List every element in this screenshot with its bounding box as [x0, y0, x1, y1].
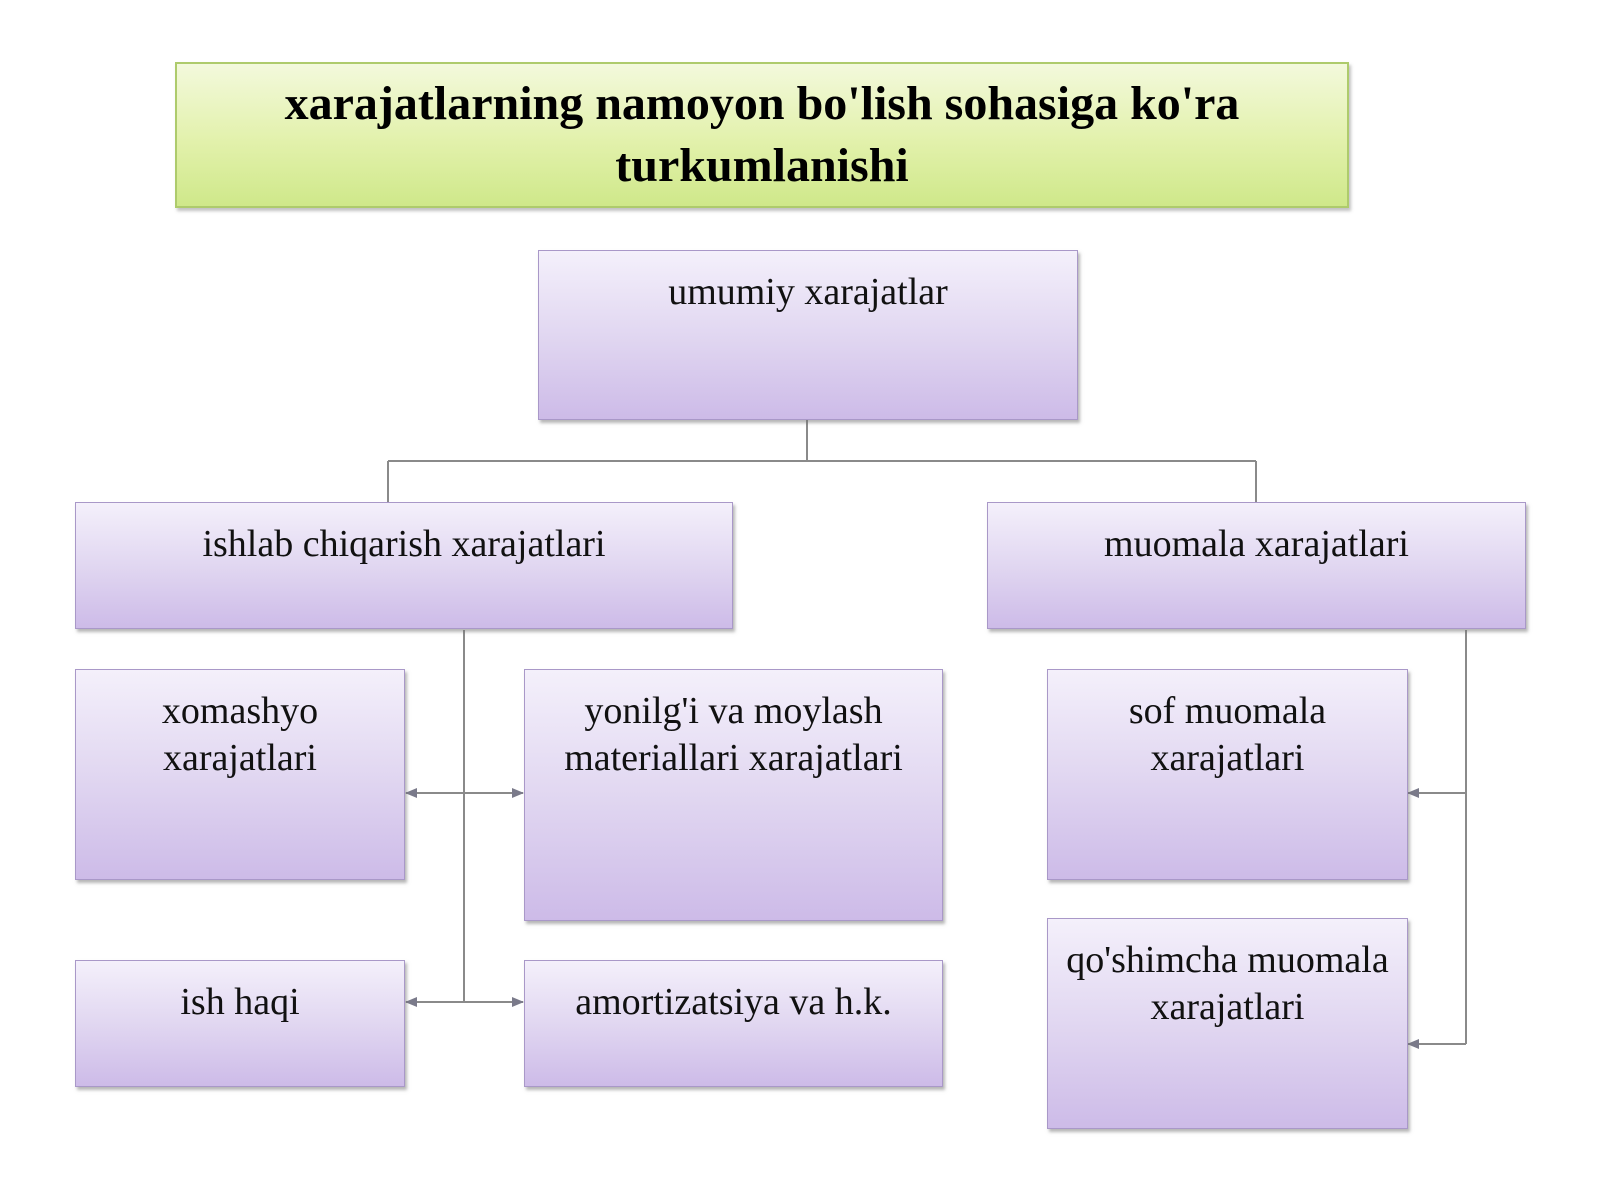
node-label: sof muomala xarajatlari	[1128, 690, 1327, 779]
node-ishlab-chiqarish-xarajatlari	[75, 502, 733, 629]
node-muomala-xarajatlari	[987, 502, 1526, 629]
node-label: ishlab chiqarish xarajatlari	[202, 523, 606, 565]
diagram-title-box	[175, 62, 1349, 208]
node-label: qo'shimcha muomala xarajatlari	[1066, 939, 1389, 1028]
node-label: muomala xarajatlari	[1104, 523, 1409, 565]
node-label: amortizatsiya va h.k.	[575, 981, 892, 1023]
node-label: xomashyo xarajatlari	[161, 690, 319, 779]
node-yonilgi-moylash	[524, 669, 943, 921]
node-amortizatsiya	[524, 960, 943, 1087]
node-sof-muomala-xarajatlari	[1047, 669, 1408, 880]
node-label: yonilg'i va moylash materiallari xarajatlari	[564, 690, 903, 779]
diagram-title: xarajatlarning namoyon bo'lish sohasiga ko'ra turkumlanishi	[284, 77, 1240, 192]
node-qoshimcha-muomala-xarajatlari	[1047, 918, 1408, 1129]
node-label: ish haqi	[180, 981, 300, 1023]
node-label: umumiy xarajatlar	[668, 271, 948, 313]
node-umumiy-xarajatlar	[538, 250, 1078, 420]
node-ish-haqi	[75, 960, 405, 1087]
node-xomashyo-xarajatlari	[75, 669, 405, 880]
